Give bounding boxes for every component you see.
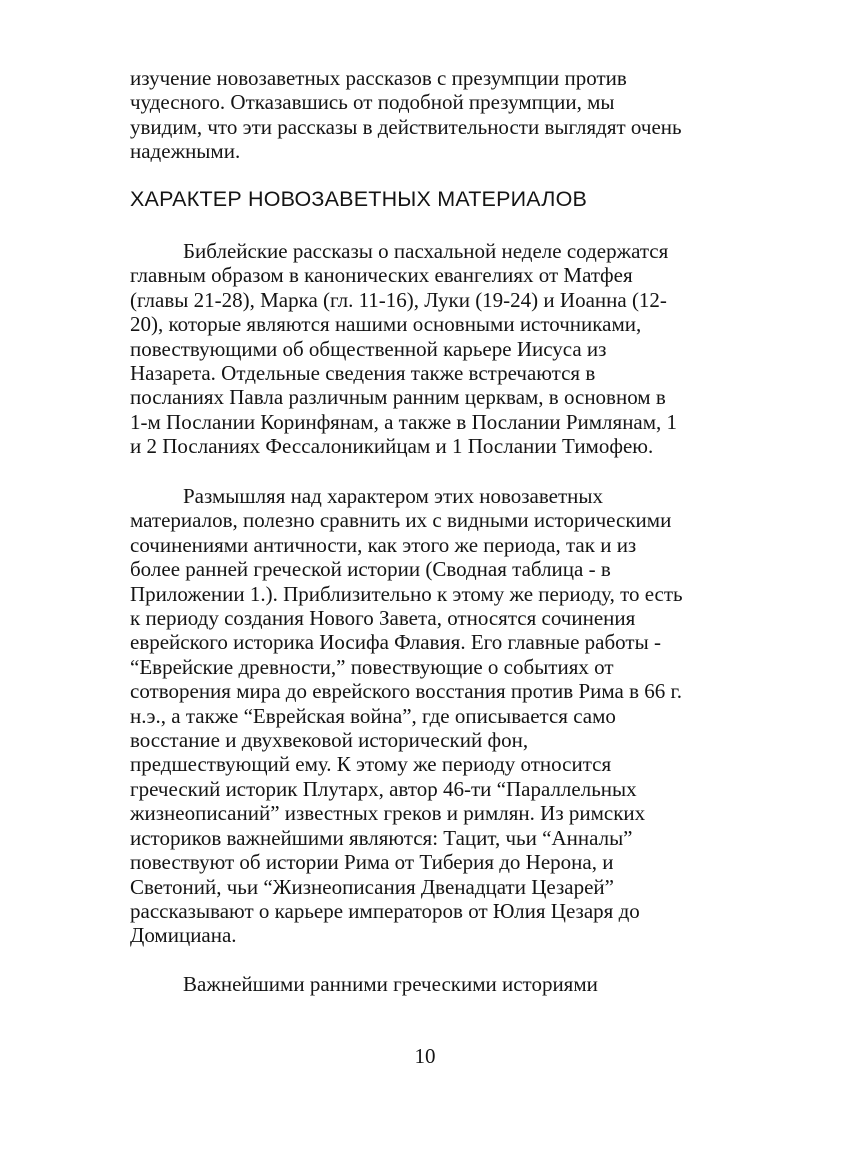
text-line: Домициана. — [130, 923, 237, 948]
intro-paragraph — [130, 66, 730, 164]
paragraph-1 — [130, 239, 730, 459]
section-heading: ХАРАКТЕР НОВОЗАВЕТНЫХ МАТЕРИАЛОВ — [130, 187, 588, 211]
text-line: рассказывают о карьере императоров от Юлия Цезаря до — [130, 898, 640, 923]
text-line: повествующими об общественной карьере Иисуса из — [130, 336, 607, 361]
text-line: Размышляя над характером этих новозаветных — [183, 484, 603, 508]
text-line: посланиях Павла различным ранним церквам, в основном в — [130, 385, 666, 410]
text-line: 20), которые являются нашими основными источниками, — [130, 312, 642, 337]
text-line: к периоду создания Нового Завета, относятся сочинения — [130, 606, 636, 631]
text-line: сотворения мира до еврейского восстания против Рима в 66 г. — [130, 679, 682, 704]
text-line: (главы 21-28), Марка (гл. 11-16), Луки (19-24) и Иоанна (12- — [130, 287, 667, 312]
text-line: надежными. — [130, 139, 241, 164]
text-line: греческий историк Плутарх, автор 46-ти “Параллельных — [130, 776, 637, 801]
text-line: Библейские рассказы о пасхальной неделе содержатся — [183, 239, 669, 263]
paragraph-3 — [130, 972, 730, 996]
text-line: “Еврейские древности,” повествующие о событиях от — [130, 654, 614, 679]
text-line: и 2 Посланиях Фессалоникийцам и 1 Послании Тимофею. — [130, 434, 654, 459]
text-line: увидим, что эти рассказы в действительности выглядят очень — [130, 114, 682, 139]
paragraph-2 — [130, 484, 730, 948]
text-line: Назарета. Отдельные сведения также встречаются в — [130, 361, 596, 386]
text-line: материалов, полезно сравнить их с видными историческими — [130, 508, 672, 533]
text-line: Приложении 1.). Приблизительно к этому же периоду, то есть — [130, 581, 683, 606]
text-line: повествуют об истории Рима от Тиберия до Нерона, и — [130, 850, 614, 875]
text-line: более ранней греческой истории (Сводная таблица - в — [130, 557, 611, 582]
text-line: восстание и двухвековой исторический фон, — [130, 728, 529, 753]
text-line: главным образом в канонических евангелиях от Матфея — [130, 263, 633, 288]
text-line: историков важнейшими являются: Тацит, чьи “Анналы” — [130, 825, 633, 850]
text-line: чудесного. Отказавшись от подобной презумпции, мы — [130, 90, 615, 115]
text-line: еврейского историка Иосифа Флавия. Его главные работы - — [130, 630, 661, 655]
text-line: предшествующий ему. К этому же периоду относится — [130, 752, 612, 777]
text-line: 1-м Послании Коринфянам, а также в Послании Римлянам, 1 — [130, 409, 678, 434]
text-line: жизнеописаний” известных греков и римлян. Из римских — [130, 801, 646, 826]
text-line: Важнейшими ранними греческими историями — [183, 972, 598, 996]
text-line: изучение новозаветных рассказов с презумпции против — [130, 66, 627, 90]
text-line: н.э., а также “Еврейская война”, где описывается само — [130, 703, 616, 728]
page-number: 10 — [414, 1044, 436, 1068]
text-line: Светоний, чьи “Жизнеописания Двенадцати Цезарей” — [130, 874, 614, 899]
text-line: сочинениями античности, как этого же периода, так и из — [130, 532, 637, 557]
